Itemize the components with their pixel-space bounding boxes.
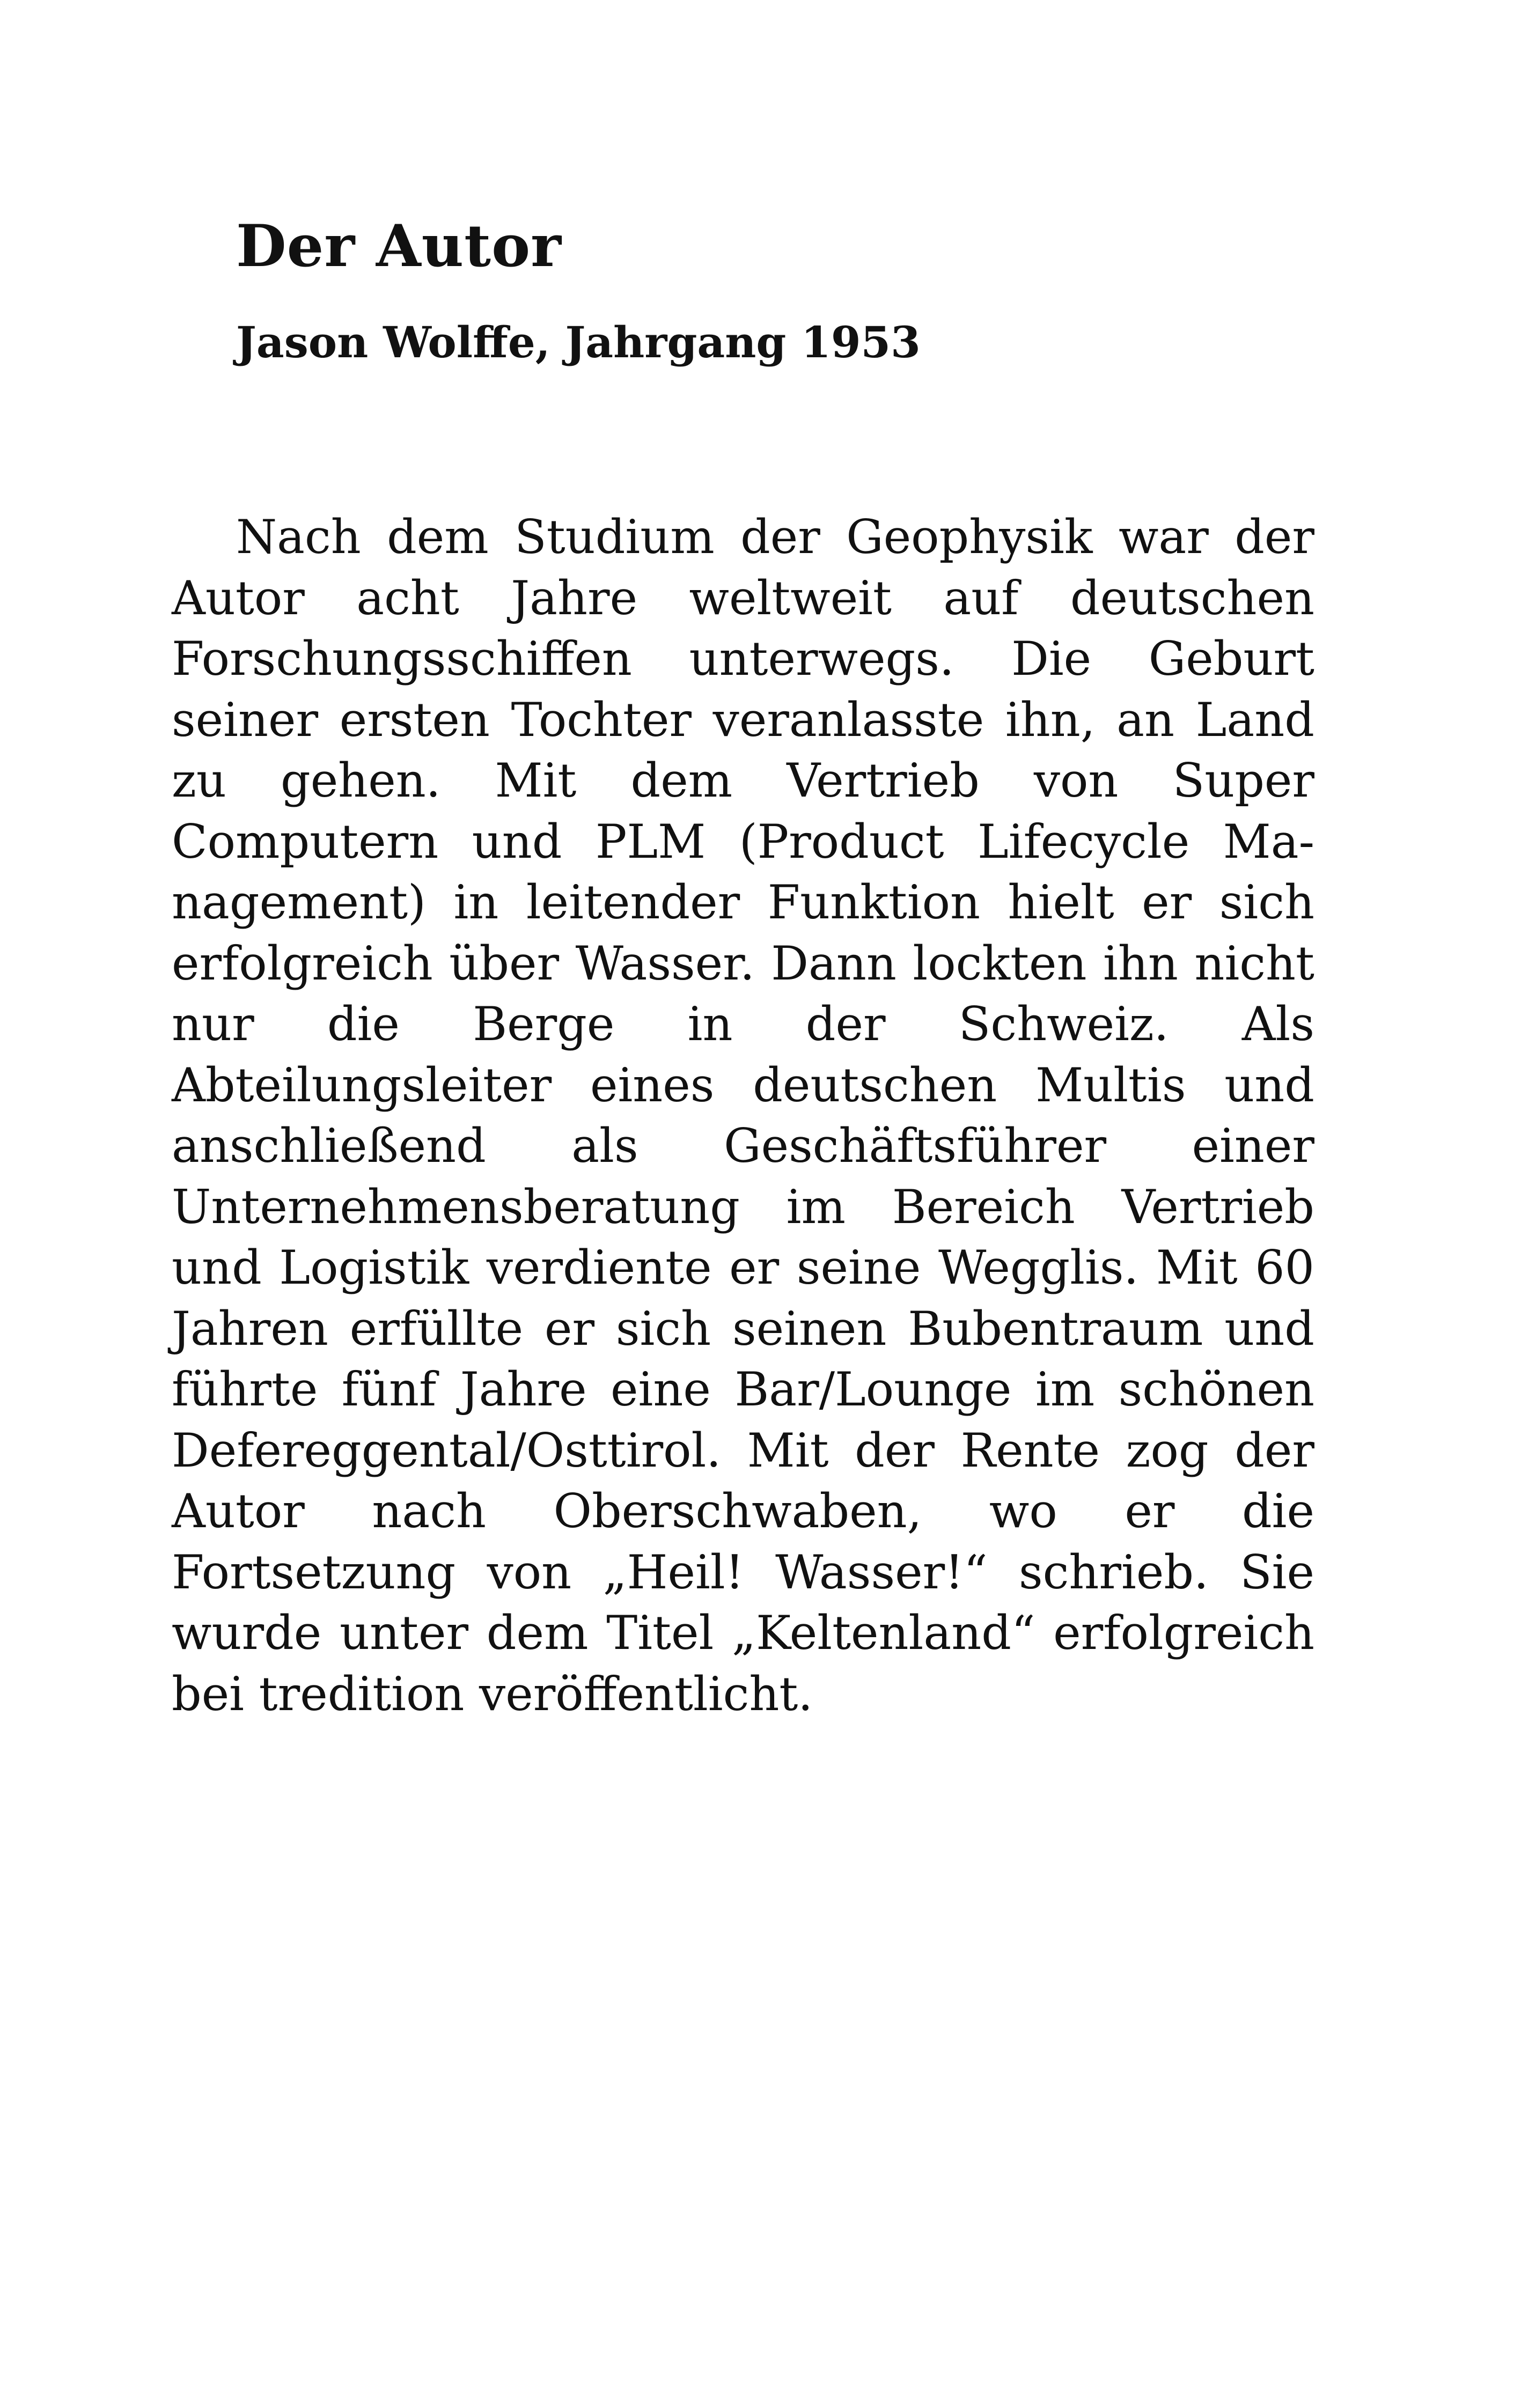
author-subtitle: Jason Wolffe, Jahrgang 1953 bbox=[236, 317, 921, 367]
page-title: Der Autor bbox=[236, 212, 562, 280]
author-biography-paragraph: Nach dem Studium der Geophysik war der Autor acht Jahre weltweit auf deutschen Forschungsschiffen unterwegs. Die Geburt seiner ersten Tochter veranlasste ihn, an Land zu gehen. Mit dem Vertrieb von Super Computern und PLM (Product Lifecycle Management) in leitender Funktion hielt er sich erfolgreich über Wasser. Dann lockten ihn nicht nur die Berge in der Schweiz. Als Abteilungsleiter eines deutschen Multis und anschließend als Geschäftsführer einer Unternehmensberatung im Bereich Vertrieb und Logistik verdiente er seine Wegglis. Mit 60 Jahren erfüllte er sich seinen Bubentraum und führte fünf Jahre eine Bar/Lounge im schönen Defereggental/Osttirol. Mit der Rente zog der Autor nach Oberschwaben, wo er die Fortsetzung von „Heil! Wasser!“ schrieb. Sie wurde unter dem Titel „Keltenland“ erfolgreich bei tredition veröffentlicht. bbox=[172, 510, 1314, 1721]
